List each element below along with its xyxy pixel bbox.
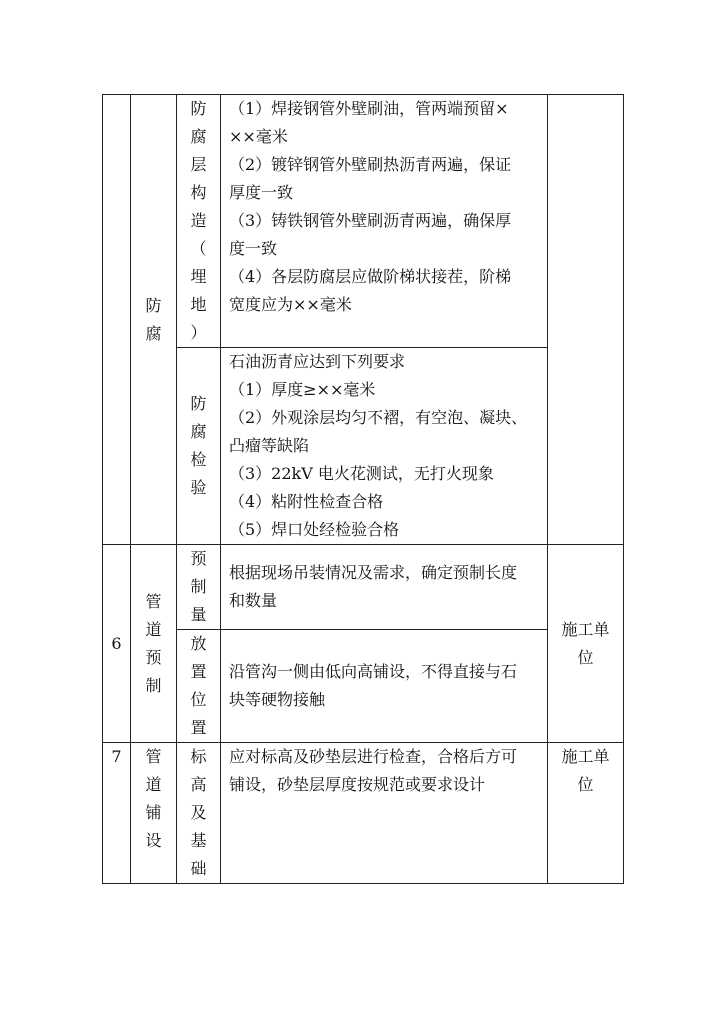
sub-item-char: 检 — [190, 450, 207, 469]
sub-item-char: 造 — [190, 211, 207, 230]
item-name-char: 腐 — [145, 323, 162, 343]
sub-item-char: 及 — [190, 803, 207, 822]
item-name-char: 制 — [145, 675, 162, 695]
requirement-line: 块等硬物接触 — [229, 690, 326, 709]
sub-item-cell — [177, 630, 221, 743]
sub-item-char: 础 — [190, 859, 207, 878]
requirement-line: （4）各层防腐层应做阶梯状接茬，阶梯 — [229, 267, 512, 286]
requirement-line: 度一致 — [229, 239, 278, 258]
requirement-line: （3）22kV 电火花测试，无打火现象 — [229, 464, 494, 483]
row-number-cell: 7 — [103, 743, 131, 884]
sub-item-char: 预 — [190, 549, 207, 568]
item-name-char: 防 — [145, 295, 162, 315]
item-name-char: 管 — [145, 591, 162, 611]
table-row — [103, 545, 624, 630]
sub-item-cell — [177, 545, 221, 630]
requirement-cell — [221, 545, 548, 630]
item-name-cell — [131, 95, 177, 545]
sub-item-char: 高 — [190, 775, 207, 794]
item-name-char: 管 — [145, 747, 162, 766]
requirement-line: 凸瘤等缺陷 — [229, 436, 310, 455]
requirement-line: 宽度应为××毫米 — [229, 295, 352, 314]
sub-item-cell — [177, 95, 221, 348]
sub-item-char: 腐 — [190, 127, 207, 146]
item-name-cell — [131, 743, 177, 884]
sub-item-char: 构 — [190, 183, 207, 202]
requirement-line: 根据现场吊装情况及需求，确定预制长度 — [229, 563, 518, 582]
item-name-char: 预 — [145, 647, 162, 667]
requirement-line: 厚度一致 — [229, 183, 294, 202]
item-name-char: 铺 — [145, 803, 162, 822]
requirement-cell — [221, 95, 548, 348]
sub-item-char: 验 — [190, 478, 207, 497]
item-name-cell — [131, 545, 177, 743]
item-name-char: 设 — [145, 831, 162, 850]
sub-item-char: 埋 — [190, 267, 207, 286]
row-number-cell: 6 — [103, 545, 131, 743]
table-row — [103, 348, 624, 545]
requirement-line: （2）镀锌钢管外壁刷热沥青两遍，保证 — [229, 155, 512, 174]
requirement-line: 和数量 — [229, 591, 278, 610]
sub-item-char: 置 — [190, 662, 207, 681]
inspection-table — [102, 94, 624, 884]
sub-item-char: ） — [190, 323, 207, 342]
requirement-cell — [221, 348, 548, 545]
sub-item-char: 层 — [190, 155, 207, 174]
item-name-char: 道 — [145, 619, 162, 639]
requirement-cell — [221, 743, 548, 884]
requirement-line: 石油沥青应达到下列要求 — [229, 352, 406, 371]
table-row — [103, 630, 624, 743]
sub-item-char: 标 — [190, 747, 207, 766]
sub-item-char: 位 — [190, 690, 207, 709]
requirement-line: 沿管沟一侧由低向高铺设，不得直接与石 — [229, 662, 518, 681]
requirement-line: （3）铸铁钢管外壁刷沥青两遍，确保厚 — [229, 211, 512, 230]
sub-item-char: 放 — [190, 634, 207, 653]
sub-item-char: 置 — [190, 718, 207, 737]
sub-item-char: 基 — [190, 831, 207, 850]
table-row — [103, 95, 624, 348]
responsible-cell: 施工单位 — [548, 743, 624, 884]
row-number-cell — [103, 95, 131, 545]
requirement-line: （1）厚度≥××毫米 — [229, 380, 376, 399]
requirement-line: （4）粘附性检查合格 — [229, 492, 384, 511]
sub-item-char: 量 — [190, 605, 207, 624]
responsible-cell — [548, 95, 624, 545]
requirement-line: ××毫米 — [229, 127, 288, 146]
sub-item-char: 地 — [190, 295, 207, 314]
item-name-char: 道 — [145, 775, 162, 794]
sub-item-cell — [177, 348, 221, 545]
sub-item-cell — [177, 743, 221, 884]
requirement-line: 铺设，砂垫层厚度按规范或要求设计 — [229, 775, 486, 794]
sub-item-char: （ — [190, 239, 207, 258]
requirement-line: （2）外观涂层均匀不褶，有空泡、凝块、 — [229, 408, 528, 427]
sub-item-char: 防 — [190, 394, 207, 413]
sub-item-char: 制 — [190, 577, 207, 596]
table-row — [103, 743, 624, 884]
requirement-line: （1）焊接钢管外壁刷油，管两端预留× — [229, 99, 509, 118]
requirement-line: 应对标高及砂垫层进行检查，合格后方可 — [229, 747, 518, 766]
responsible-cell: 施工单位 — [548, 545, 624, 743]
sub-item-char: 腐 — [190, 422, 207, 441]
requirement-line: （5）焊口处经检验合格 — [229, 520, 400, 539]
requirement-cell — [221, 630, 548, 743]
sub-item-char: 防 — [190, 99, 207, 118]
